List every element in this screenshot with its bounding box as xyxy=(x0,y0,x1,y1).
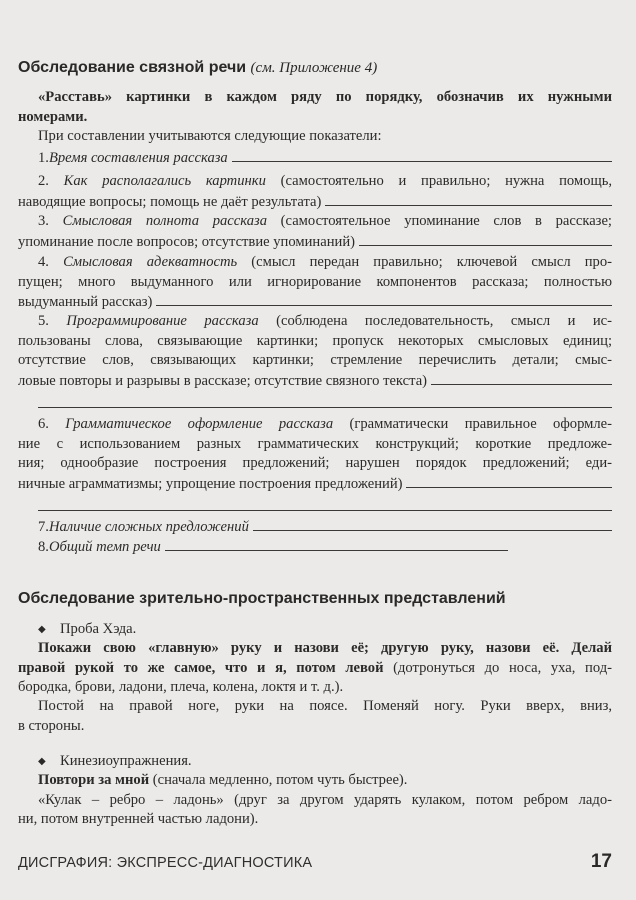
bold-text: правой рукой то же самое, что и я, потом левой xyxy=(18,659,384,676)
answer-line[interactable] xyxy=(232,148,612,162)
answer-line[interactable] xyxy=(38,509,612,511)
text-line: При составлении учитываются следующие показатели: xyxy=(38,128,382,144)
diamond-bullet-icon: ◆ xyxy=(38,756,46,767)
text: пущен; много выдуманного или игнорирование компонентов рассказа; полностью xyxy=(18,273,612,290)
text-line xyxy=(18,253,612,273)
text: выдуманный рассказ) xyxy=(18,294,153,311)
section-heading-speech xyxy=(18,59,377,77)
text: наводящие вопросы; помощь не даёт результата) xyxy=(18,193,322,210)
heading-note: (см. Приложение 4) xyxy=(250,60,378,76)
text: (соблюдена последовательность, смысл и ис- xyxy=(258,313,612,329)
text-line xyxy=(18,454,612,474)
text-line xyxy=(18,172,612,192)
text-line: Покажи свою «главную» руку и назови её; другую руку, назови её. Делай xyxy=(38,640,612,656)
text: (грамматически правильное оформле- xyxy=(333,416,612,432)
text-line xyxy=(18,435,612,455)
criterion-item xyxy=(18,212,612,251)
text-line xyxy=(18,192,612,212)
item-label: Программирование рассказа xyxy=(66,313,259,329)
criterion-item xyxy=(18,172,612,211)
item-number: 2. xyxy=(38,173,49,189)
text-line: Постой на правой ноге, руки на поясе. Поменяй ногу. Руки вверх, вниз, xyxy=(38,698,612,714)
text-line: номерами. xyxy=(18,108,88,125)
text-line xyxy=(18,212,612,232)
text-line xyxy=(18,351,612,371)
item-number: 5. xyxy=(38,313,49,329)
intro-paragraph xyxy=(18,88,612,127)
text: (смысл передан правильно; ключевой смысл про- xyxy=(237,254,612,270)
answer-line[interactable] xyxy=(38,406,612,408)
heading-text: Обследование зрительно-пространственных представлений xyxy=(18,590,506,607)
criterion-item xyxy=(18,253,612,312)
page-number: 17 xyxy=(590,851,612,872)
bullet-head-test xyxy=(18,620,612,640)
text-line xyxy=(18,312,612,332)
text-line xyxy=(18,148,612,168)
answer-line[interactable] xyxy=(253,517,612,531)
kinesio-instruction xyxy=(18,771,612,830)
text-line: «Расставь» картинки в каждом ряду по порядку, обозначив их нужными xyxy=(38,89,612,105)
criterion-item xyxy=(18,537,612,557)
text: (самостоятельное упоминание слов в рассказе; xyxy=(267,213,612,229)
item-number: 4. xyxy=(38,254,49,270)
page-footer xyxy=(18,851,612,873)
item-label: Грамматическое оформление рассказа xyxy=(65,416,334,432)
answer-line[interactable] xyxy=(156,292,612,306)
text: пользованы слова, связывающие картинки; пропуск некоторых смысловых единиц; xyxy=(18,332,612,349)
answer-line[interactable] xyxy=(165,537,508,551)
text-line xyxy=(18,474,612,494)
text-line: ни, потом внутренней частью ладони). xyxy=(18,811,259,828)
item-number: 8. xyxy=(38,539,49,555)
text: отсутствие слов, связывающих картинки; стремление перечислить детали; смыс- xyxy=(18,352,612,369)
criteria-lead xyxy=(18,127,612,147)
bullet-kinesio xyxy=(18,752,612,772)
bold-text: Повтори за мной xyxy=(38,772,150,788)
section-heading-visual-spatial xyxy=(18,590,506,608)
item-label: Смысловая адекватность xyxy=(63,254,238,270)
item-number: 3. xyxy=(38,213,49,229)
criterion-item xyxy=(18,312,612,408)
text-line xyxy=(18,415,612,435)
running-title: ДИСГРАФИЯ: ЭКСПРЕСС-ДИАГНОСТИКА xyxy=(18,855,313,871)
item-label: Наличие сложных предложений xyxy=(48,519,249,535)
text-line xyxy=(18,273,612,293)
text: (сначала медленно, потом чуть быстрее). xyxy=(149,772,408,788)
text: ничные аграмматизмы; упрощение построения предложений) xyxy=(18,475,403,492)
item-number: 1. xyxy=(38,150,49,166)
heading-text: Обследование связной речи xyxy=(18,59,247,76)
answer-line[interactable] xyxy=(325,192,612,206)
text: (дотронуться до носа, уха, под- xyxy=(383,659,612,676)
text-line xyxy=(18,232,612,252)
text: (самостоятельно и правильно; нужна помощь, xyxy=(265,173,612,189)
text-line: бородка, брови, ладони, плеча, колена, локтя и т. д.). xyxy=(18,679,344,696)
answer-line[interactable] xyxy=(359,232,612,246)
text-line xyxy=(18,517,612,537)
criterion-item xyxy=(18,148,612,168)
answer-line[interactable] xyxy=(406,474,612,488)
text-line: в стороны. xyxy=(18,717,85,734)
item-label: Смысловая полнота рассказа xyxy=(62,213,267,229)
text-line xyxy=(18,371,612,391)
text-line xyxy=(18,292,612,312)
bullet-text: Кинезиоупражнения. xyxy=(60,753,192,769)
criterion-item xyxy=(18,517,612,537)
item-number: 7. xyxy=(38,519,49,535)
answer-line[interactable] xyxy=(431,371,612,385)
item-label: Как располагались картинки xyxy=(63,173,266,189)
head-test-instruction xyxy=(18,639,612,698)
text-line xyxy=(18,537,508,557)
posture-instruction xyxy=(18,697,612,736)
criterion-item xyxy=(18,415,612,511)
item-label: Время составления рассказа xyxy=(48,150,228,166)
text-line xyxy=(18,332,612,352)
text: ния; однообразие построения предложений; нарушен порядок предложений; еди- xyxy=(18,455,612,472)
item-number: 6. xyxy=(38,416,49,432)
text: ние с использованием разных грамматических конструкций; короткие предложе- xyxy=(18,435,612,452)
bullet-text: Проба Хэда. xyxy=(60,621,137,637)
diamond-bullet-icon: ◆ xyxy=(38,624,46,635)
item-label: Общий темп речи xyxy=(48,539,161,555)
text: упоминание после вопросов; отсутствие упоминаний) xyxy=(18,233,356,250)
text: ловые повторы и разрывы в рассказе; отсутствие связного текста) xyxy=(18,372,428,389)
text-line: «Кулак – ребро – ладонь» (друг за другом ударять кулаком, потом ребром ладо- xyxy=(38,791,612,808)
